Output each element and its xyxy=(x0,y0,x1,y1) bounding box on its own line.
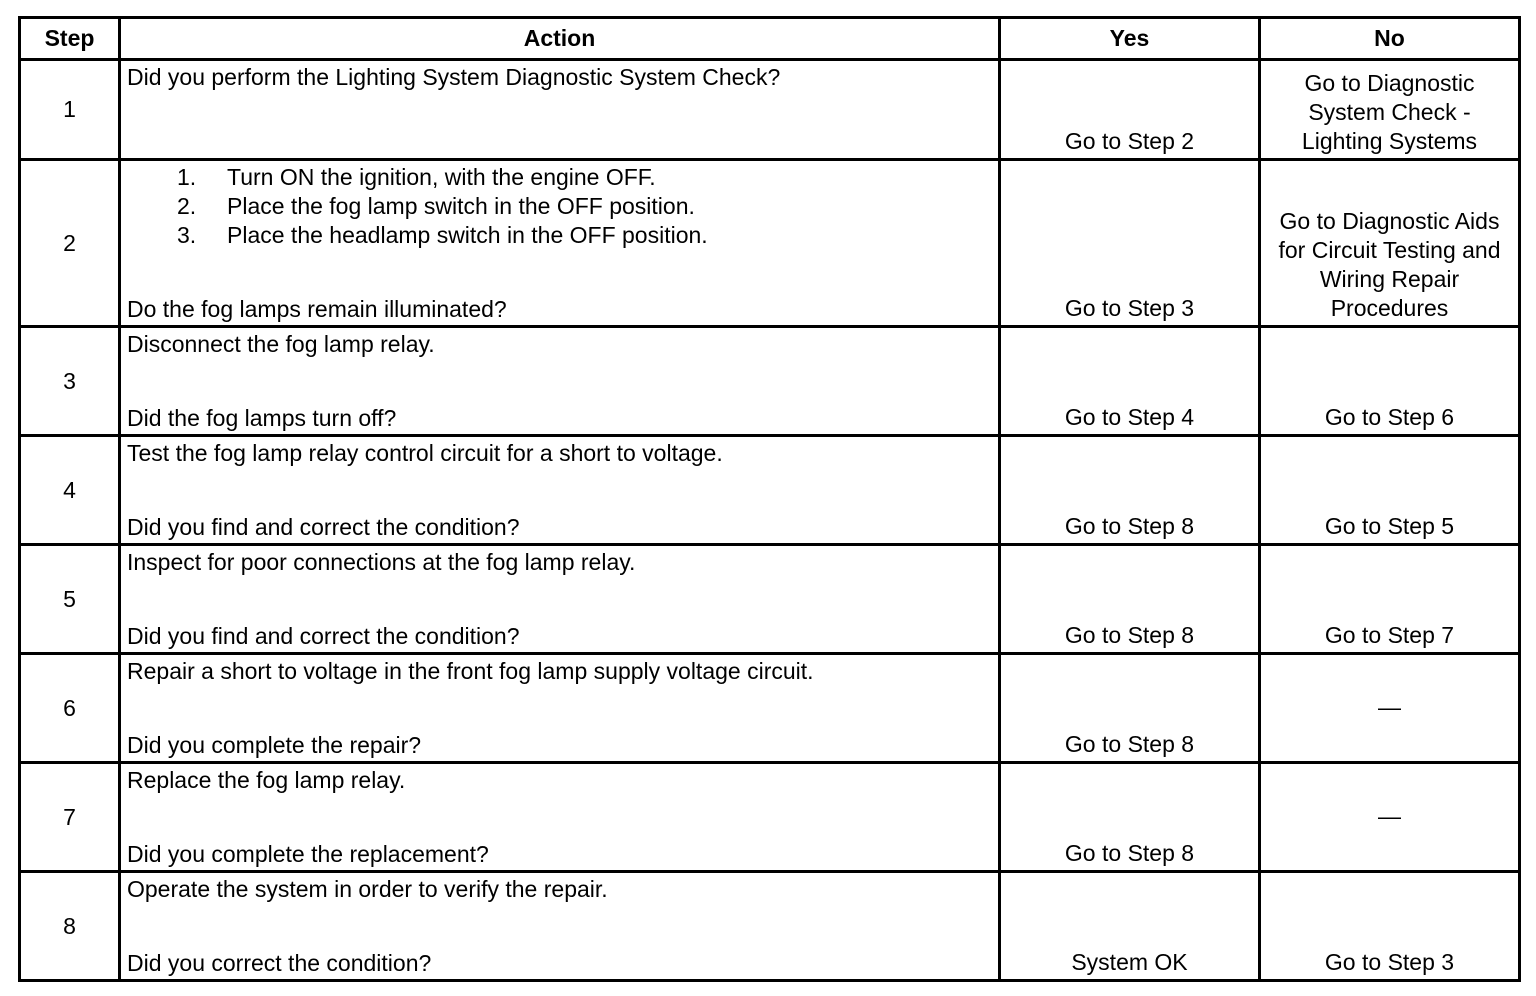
table-row xyxy=(20,872,1520,981)
step-number: 2 xyxy=(20,160,120,327)
no-cell: Go to Diagnostic System Check - Lighting Systems xyxy=(1260,60,1520,160)
question-text: Did the fog lamps turn off? xyxy=(127,405,397,431)
table-row xyxy=(20,763,1520,872)
no-cell: Go to Step 5 xyxy=(1260,436,1520,545)
no-cell: Go to Step 6 xyxy=(1260,327,1520,436)
action-text: Replace the fog lamp relay. xyxy=(127,767,406,793)
yes-cell: Go to Step 8 xyxy=(1000,654,1260,763)
table-row xyxy=(20,160,1520,327)
diagnostic-table xyxy=(18,16,1521,982)
yes-cell: Go to Step 8 xyxy=(1000,763,1260,872)
yes-cell: System OK xyxy=(1000,872,1260,981)
action-cell xyxy=(120,545,1000,654)
no-cell: — xyxy=(1260,763,1520,872)
question-text: Did you correct the condition? xyxy=(127,950,432,976)
header-yes: Yes xyxy=(1000,18,1260,60)
action-text: Disconnect the fog lamp relay. xyxy=(127,331,435,357)
question-text: Did you find and correct the condition? xyxy=(127,514,520,540)
no-cell: Go to Diagnostic Aids for Circuit Testing and Wiring Repair Procedures xyxy=(1260,160,1520,327)
action-text: Operate the system in order to verify the repair. xyxy=(127,876,608,902)
step-number: 8 xyxy=(20,872,120,981)
no-cell: Go to Step 7 xyxy=(1260,545,1520,654)
step-number: 6 xyxy=(20,654,120,763)
action-cell xyxy=(120,436,1000,545)
action-cell xyxy=(120,654,1000,763)
action-cell xyxy=(120,60,1000,160)
action-cell xyxy=(120,160,1000,327)
yes-cell: Go to Step 8 xyxy=(1000,545,1260,654)
header-step: Step xyxy=(20,18,120,60)
action-text: Test the fog lamp relay control circuit for a short to voltage. xyxy=(127,440,723,466)
header-action: Action xyxy=(120,18,1000,60)
question-text: Did you complete the repair? xyxy=(127,732,422,758)
action-cell xyxy=(120,763,1000,872)
table-row xyxy=(20,545,1520,654)
yes-cell: Go to Step 2 xyxy=(1000,60,1260,160)
yes-cell: Go to Step 8 xyxy=(1000,436,1260,545)
table-row xyxy=(20,436,1520,545)
no-cell: Go to Step 3 xyxy=(1260,872,1520,981)
list-item: 2. Place the fog lamp switch in the OFF position. xyxy=(177,193,695,219)
action-text: Inspect for poor connections at the fog lamp relay. xyxy=(127,549,636,575)
action-text: Repair a short to voltage in the front fog lamp supply voltage circuit. xyxy=(127,658,814,684)
yes-cell: Go to Step 3 xyxy=(1000,160,1260,327)
question-text: Did you find and correct the condition? xyxy=(127,623,520,649)
step-number: 4 xyxy=(20,436,120,545)
action-text: Did you perform the Lighting System Diagnostic System Check? xyxy=(127,64,781,90)
table-row xyxy=(20,60,1520,160)
list-item: 1. Turn ON the ignition, with the engine OFF. xyxy=(177,164,656,190)
header-no: No xyxy=(1260,18,1520,60)
table-row xyxy=(20,327,1520,436)
step-number: 7 xyxy=(20,763,120,872)
header-row xyxy=(20,18,1520,60)
table-row xyxy=(20,654,1520,763)
question-text: Do the fog lamps remain illuminated? xyxy=(127,296,507,322)
step-number: 3 xyxy=(20,327,120,436)
list-item: 3. Place the headlamp switch in the OFF position. xyxy=(177,222,708,248)
step-number: 5 xyxy=(20,545,120,654)
action-cell xyxy=(120,872,1000,981)
substep-list xyxy=(127,163,992,250)
step-number: 1 xyxy=(20,60,120,160)
action-cell xyxy=(120,327,1000,436)
question-text: Did you complete the replacement? xyxy=(127,841,489,867)
no-cell: — xyxy=(1260,654,1520,763)
yes-cell: Go to Step 4 xyxy=(1000,327,1260,436)
